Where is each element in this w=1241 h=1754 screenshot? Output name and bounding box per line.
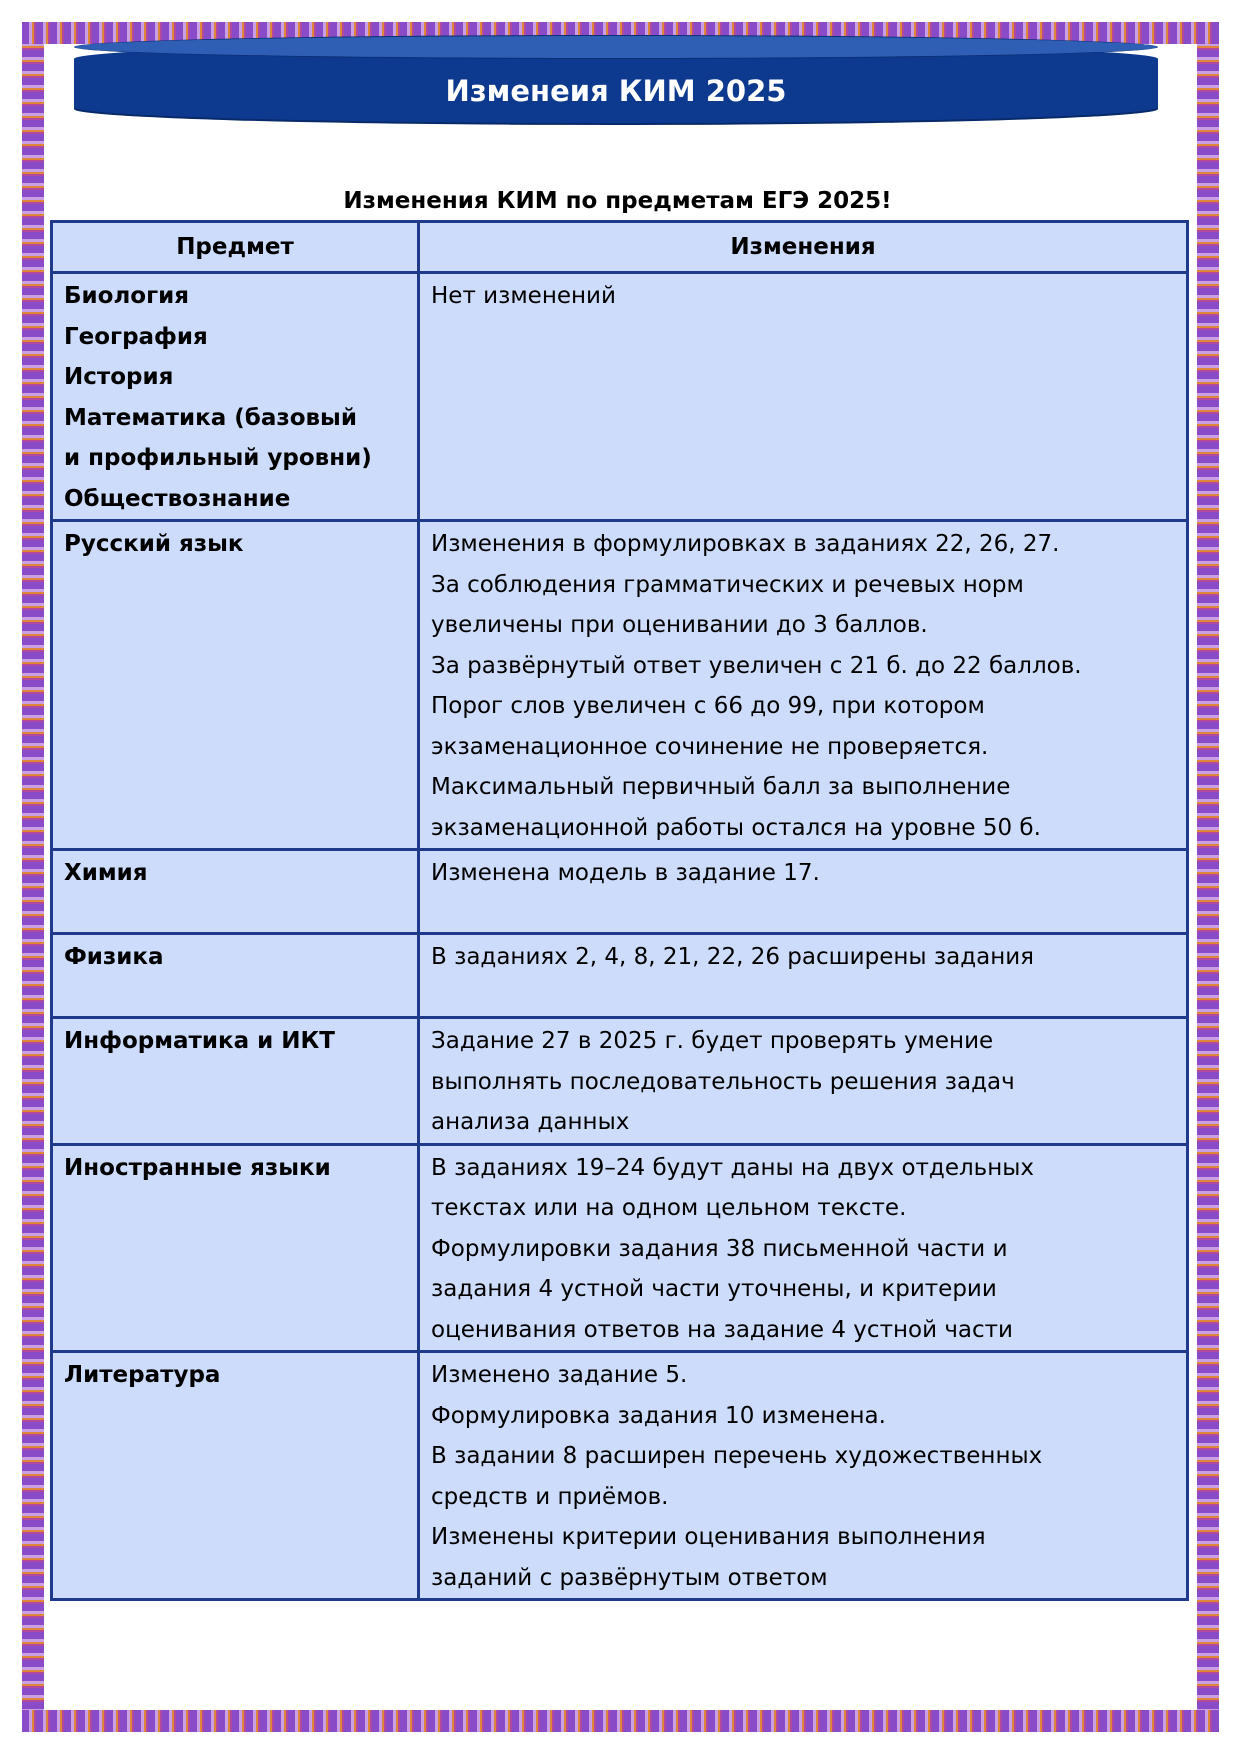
subject-cell [52,1144,419,1352]
changes-table [50,220,1189,1601]
changes-line: Порог слов увеличен с 66 до 99, при котором [431,693,985,719]
changes-line: В задании 8 расширен перечень художественных [431,1443,1043,1469]
changes-line: задания 4 устной части уточнены, и критерии [431,1276,997,1302]
changes-line: Максимальный первичный балл за выполнение [431,774,1011,800]
changes-line: анализа данных [431,1109,630,1135]
table-row [52,934,1188,1018]
subject-cell [52,934,419,1018]
changes-cell [419,1018,1188,1145]
changes-cell [419,850,1188,934]
subject-cell [52,850,419,934]
table-body [52,273,1188,1600]
changes-line: средств и приёмов. [431,1483,669,1510]
changes-line: Изменения в формулировках в заданиях 22, 26, 27. [431,531,1060,557]
table-row [52,1018,1188,1145]
changes-cell [419,521,1188,850]
changes-line: экзаменационной работы остался на уровне 50 б. [431,814,1041,841]
subject-line: История [64,364,174,390]
table-row [52,850,1188,934]
subject-line: Биология [64,283,189,309]
column-header-subject: Предмет [52,222,419,273]
column-header-changes: Изменения [419,222,1188,273]
subject-line: Математика (базовый [64,404,357,431]
changes-line: Задание 27 в 2025 г. будет проверять умение [431,1028,994,1054]
changes-line: За соблюдения грамматических и речевых норм [431,571,1024,598]
table-row [52,273,1188,521]
subject-line: Русский язык [64,531,244,557]
table-row [52,1144,1188,1352]
changes-cell [419,273,1188,521]
changes-line: В заданиях 19–24 будут даны на двух отдельных [431,1154,1035,1181]
subject-cell [52,273,419,521]
table-caption: Изменения КИМ по предметам ЕГЭ 2025! [343,188,892,214]
changes-line: оценивания ответов на задание 4 устной части [431,1316,1014,1343]
changes-line: увеличены при оценивании до 3 баллов. [431,612,928,638]
changes-cell [419,1352,1188,1600]
subject-cell [52,1352,419,1600]
subject-line: Обществознание [64,485,291,512]
subject-line: Иностранные языки [64,1154,331,1181]
subject-line: География [64,323,208,350]
subject-line: и профильный уровни) [64,445,372,471]
changes-line: В заданиях 2, 4, 8, 21, 22, 26 расширены задания [431,944,1035,970]
changes-line: заданий с развёрнутым ответом [431,1564,828,1591]
changes-line: За развёрнутый ответ увеличен с 21 б. до 22 баллов. [431,652,1082,679]
subject-line: Физика [64,944,164,970]
changes-line: текстах или на одном цельном тексте. [431,1195,907,1221]
changes-line: Изменено задание 5. [431,1362,688,1388]
changes-line: Формулировки задания 38 письменной части и [431,1235,1008,1262]
changes-cell [419,1144,1188,1352]
table-row [52,1352,1188,1600]
page-title: Изменеия КИМ 2025 [445,74,787,108]
changes-line: Нет изменений [431,283,616,309]
title-banner [74,43,1158,123]
subject-line: Литература [64,1362,221,1388]
changes-line: Формулировка задания 10 изменена. [431,1402,886,1429]
subject-line: Химия [64,860,148,886]
subject-line: Информатика и ИКТ [64,1028,335,1054]
table-row [52,521,1188,850]
subject-cell [52,1018,419,1145]
changes-line: экзаменационное сочинение не проверяется. [431,733,989,760]
changes-line: Изменена модель в задание 17. [431,860,820,886]
changes-line: Изменены критерии оценивания выполнения [431,1524,986,1550]
changes-line: выполнять последовательность решения задач [431,1068,1015,1095]
changes-cell [419,934,1188,1018]
table-header-row [52,222,1188,273]
subject-cell [52,521,419,850]
